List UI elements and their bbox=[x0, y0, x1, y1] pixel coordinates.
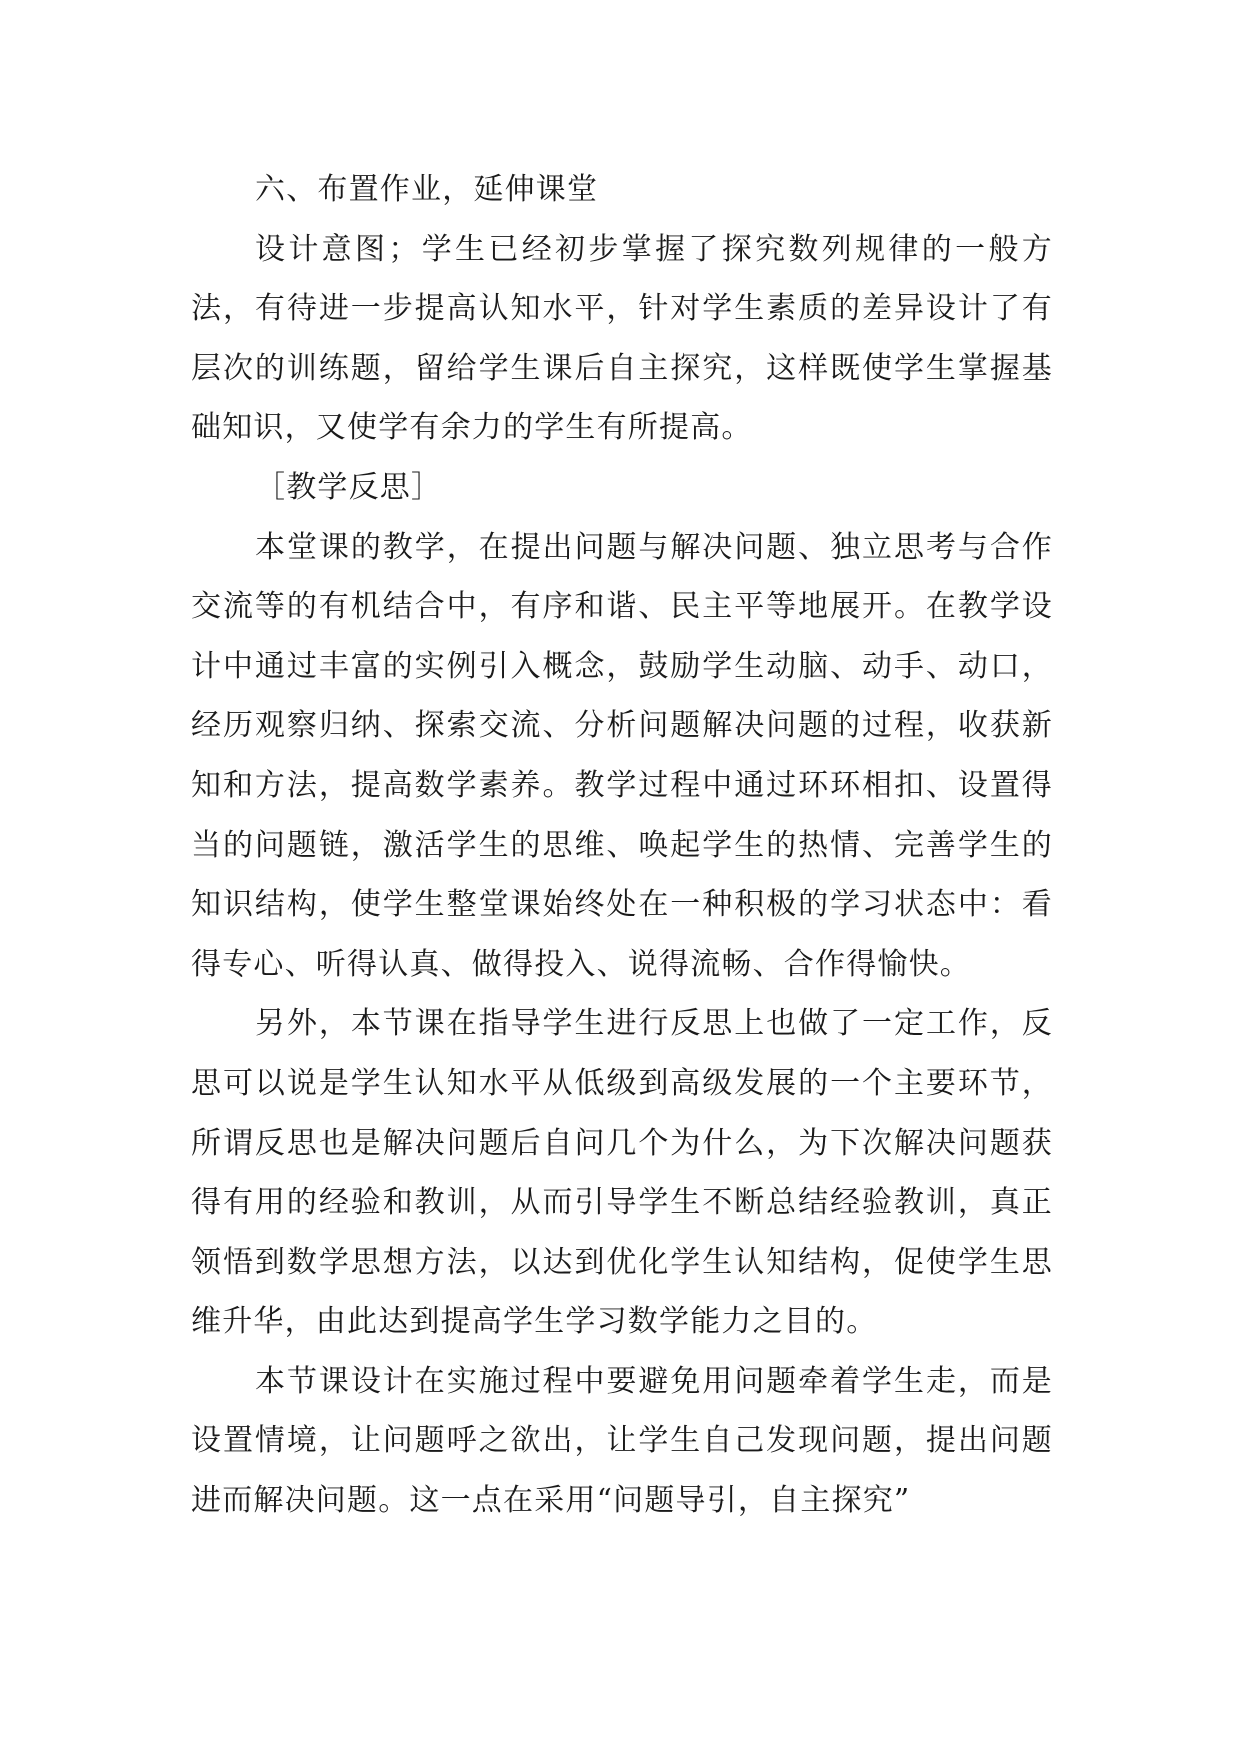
section-heading: 六、布置作业，延伸课堂 bbox=[255, 172, 599, 207]
design-intent-paragraph: 设计意图；学生已经初步掌握了探究数列规律的一般方法，有待进一步提高认知水平，针对学生素质的差异设计了有层次的训练题，留给学生课后自主探究，这样既使学生掌握基础知识，又使学有余力的学生有所提高。 bbox=[191, 231, 1053, 446]
reflection-paragraph-3: 本节课设计在实施过程中要避免用问题牵着学生走，而是设置情境，让问题呼之欲出，让学生自己发现问题，提出问题进而解决问题。这一点在采用“问题导引，自主探究” bbox=[191, 1363, 1053, 1519]
reflection-paragraph-1: 本堂课的教学，在提出问题与解决问题、独立思考与合作交流等的有机结合中，有序和谐、民主平等地展开。在教学设计中通过丰富的实例引入概念，鼓励学生动脑、动手、动口，经历观察归纳、探索交流、分析问题解决问题的过程，收获新知和方法，提高数学素养。教学过程中通过环环相扣、设置得当的问题链，激活学生的思维、唤起学生的热情、完善学生的知识结构，使学生整堂课始终处在一种积极的学习状态中：看得专心、听得认真、做得投入、说得流畅、合作得愉快。 bbox=[191, 529, 1053, 982]
reflection-heading: ［教学反思］ bbox=[255, 469, 443, 505]
reflection-paragraph-2: 另外，本节课在指导学生进行反思上也做了一定工作，反思可以说是学生认知水平从低级到高级发展的一个主要环节，所谓反思也是解决问题后自问几个为什么，为下次解决问题获得有用的经验和教训，从而引导学生不断总结经验教训，真正领悟到数学思想方法，以达到优化学生认知结构，促使学生思维升华，由此达到提高学生学习数学能力之目的。 bbox=[191, 1006, 1053, 1340]
document-body bbox=[191, 160, 1053, 1531]
